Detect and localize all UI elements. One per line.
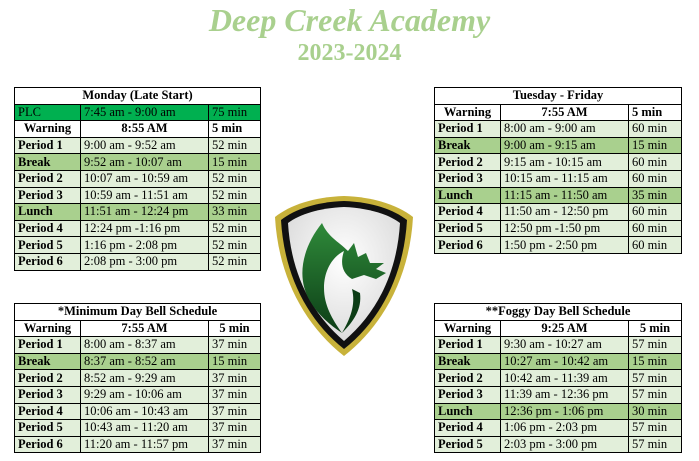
period-name: Period 6 [15,436,81,453]
table-header-row [15,88,261,105]
monday-schedule-title: Monday (Late Start) [15,88,261,105]
table-row [15,436,261,453]
period-name: Period 2 [15,170,81,187]
period-time: 11:20 am - 11:57 pm [81,436,209,453]
period-name: Warning [15,320,81,337]
period-duration: 52 min [209,170,261,187]
period-time: 10:15 am - 11:15 am [501,170,629,187]
dragon-shield-icon [272,193,416,359]
table-row [15,220,261,237]
table-row [435,420,682,437]
period-name: Break [15,154,81,171]
table-row [15,353,261,370]
period-duration: 33 min [209,204,261,221]
table-row [15,253,261,270]
period-duration: 60 min [629,220,682,237]
period-name: Period 3 [15,386,81,403]
table-row [15,154,261,171]
table-row [435,204,682,221]
period-time: 9:30 am - 10:27 am [501,337,629,354]
period-time: 8:00 am - 9:00 am [501,121,629,138]
period-name: Warning [15,121,81,138]
period-duration: 37 min [209,420,261,437]
table-row [435,436,682,453]
period-duration: 52 min [209,137,261,154]
table-row [435,237,682,254]
period-name: Period 5 [435,436,501,453]
table-row [435,170,682,187]
table-row [15,403,261,420]
period-name: Period 2 [435,370,501,387]
period-duration: 57 min [629,420,682,437]
table-row [15,370,261,387]
period-time: 12:50 pm -1:50 pm [501,220,629,237]
table-row [15,104,261,121]
period-duration: 52 min [209,237,261,254]
period-time: 1:50 pm - 2:50 pm [501,237,629,254]
table-row [435,386,682,403]
period-time: 10:59 am - 11:51 am [81,187,209,204]
period-name: Period 6 [15,253,81,270]
table-row [435,104,682,121]
period-time: 7:45 am - 9:00 am [81,104,209,121]
minimum-day-schedule-title: *Minimum Day Bell Schedule [15,304,261,321]
period-time: 2:08 pm - 3:00 pm [81,253,209,270]
period-name: Period 5 [435,220,501,237]
period-time: 2:03 pm - 3:00 pm [501,436,629,453]
period-time: 8:37 am - 8:52 am [81,353,209,370]
period-time: 7:55 AM [501,104,629,121]
period-duration: 37 min [209,403,261,420]
table-row [15,204,261,221]
period-time: 11:51 am - 12:24 pm [81,204,209,221]
table-row [15,121,261,138]
period-time: 11:50 am - 12:50 pm [501,204,629,221]
period-duration: 15 min [629,353,682,370]
table-row [15,237,261,254]
table-row [435,121,682,138]
period-time: 10:43 am - 11:20 am [81,420,209,437]
table-row [15,187,261,204]
minimum-day-schedule-table [14,303,261,453]
table-row [435,187,682,204]
period-time: 8:52 am - 9:29 am [81,370,209,387]
table-row [15,420,261,437]
period-time: 1:06 pm - 2:03 pm [501,420,629,437]
tuesday-friday-schedule-title: Tuesday - Friday [435,88,682,105]
period-time: 11:39 am - 12:36 pm [501,386,629,403]
table-header-row [15,304,261,321]
period-name: Period 2 [435,154,501,171]
period-time: 7:55 AM [81,320,209,337]
table-header-row [435,88,682,105]
period-duration: 60 min [629,204,682,221]
period-time: 10:42 am - 11:39 am [501,370,629,387]
period-duration: 15 min [209,353,261,370]
period-duration: 57 min [629,370,682,387]
period-name: Lunch [435,403,501,420]
school-name: Deep Creek Academy [208,2,491,38]
period-name: Period 3 [435,170,501,187]
period-duration: 60 min [629,121,682,138]
period-name: Period 6 [435,237,501,254]
tuesday-friday-schedule-table [434,87,682,254]
table-row [435,320,682,337]
period-duration: 52 min [209,220,261,237]
period-name: Period 1 [435,121,501,138]
period-name: Lunch [15,204,81,221]
period-duration: 37 min [209,436,261,453]
period-duration: 60 min [629,237,682,254]
period-name: Period 4 [435,420,501,437]
period-duration: 15 min [629,137,682,154]
period-name: Period 1 [435,337,501,354]
period-duration: 57 min [629,337,682,354]
period-time: 11:15 am - 11:50 am [501,187,629,204]
table-row [435,137,682,154]
period-duration: 60 min [629,170,682,187]
period-name: PLC [15,104,81,121]
period-duration: 52 min [209,187,261,204]
period-time: 9:52 am - 10:07 am [81,154,209,171]
table-row [15,320,261,337]
period-duration: 5 min [629,320,682,337]
period-name: Period 1 [15,137,81,154]
period-time: 12:36 pm - 1:06 pm [501,403,629,420]
period-time: 10:06 am - 10:43 am [81,403,209,420]
period-duration: 37 min [209,337,261,354]
period-time: 9:15 am - 10:15 am [501,154,629,171]
period-name: Period 5 [15,237,81,254]
period-duration: 52 min [209,253,261,270]
period-duration: 35 min [629,187,682,204]
table-row [435,220,682,237]
period-duration: 37 min [209,370,261,387]
period-name: Period 3 [15,187,81,204]
period-name: Break [435,353,501,370]
table-row [435,403,682,420]
table-row [15,386,261,403]
period-name: Period 1 [15,337,81,354]
period-name: Period 2 [15,370,81,387]
period-time: 9:00 am - 9:52 am [81,137,209,154]
period-time: 8:00 am - 8:37 am [81,337,209,354]
period-name: Period 4 [435,204,501,221]
period-name: Period 3 [435,386,501,403]
period-time: 10:27 am - 10:42 am [501,353,629,370]
period-name: Warning [435,104,501,121]
period-duration: 57 min [629,436,682,453]
period-time: 9:00 am - 9:15 am [501,137,629,154]
foggy-day-schedule-title: **Foggy Day Bell Schedule [435,304,682,321]
monday-schedule-table [14,87,261,271]
period-name: Period 5 [15,420,81,437]
table-row [435,353,682,370]
period-duration: 57 min [629,386,682,403]
table-row [15,337,261,354]
period-time: 12:24 pm -1:16 pm [81,220,209,237]
period-time: 8:55 AM [81,121,209,138]
foggy-day-schedule-table [434,303,682,453]
period-time: 9:25 AM [501,320,629,337]
table-row [15,137,261,154]
period-name: Lunch [435,187,501,204]
period-name: Break [435,137,501,154]
period-name: Period 4 [15,220,81,237]
period-duration: 37 min [209,386,261,403]
table-row [15,170,261,187]
period-duration: 30 min [629,403,682,420]
table-row [435,154,682,171]
period-duration: 5 min [209,320,261,337]
period-duration: 5 min [629,104,682,121]
period-duration: 60 min [629,154,682,171]
period-duration: 75 min [209,104,261,121]
period-duration: 5 min [209,121,261,138]
period-time: 9:29 am - 10:06 am [81,386,209,403]
period-name: Period 4 [15,403,81,420]
period-duration: 15 min [209,154,261,171]
period-time: 10:07 am - 10:59 am [81,170,209,187]
period-name: Warning [435,320,501,337]
table-row [435,370,682,387]
table-header-row [435,304,682,321]
period-name: Break [15,353,81,370]
table-row [435,337,682,354]
period-time: 1:16 pm - 2:08 pm [81,237,209,254]
school-year: 2023-2024 [297,40,402,66]
